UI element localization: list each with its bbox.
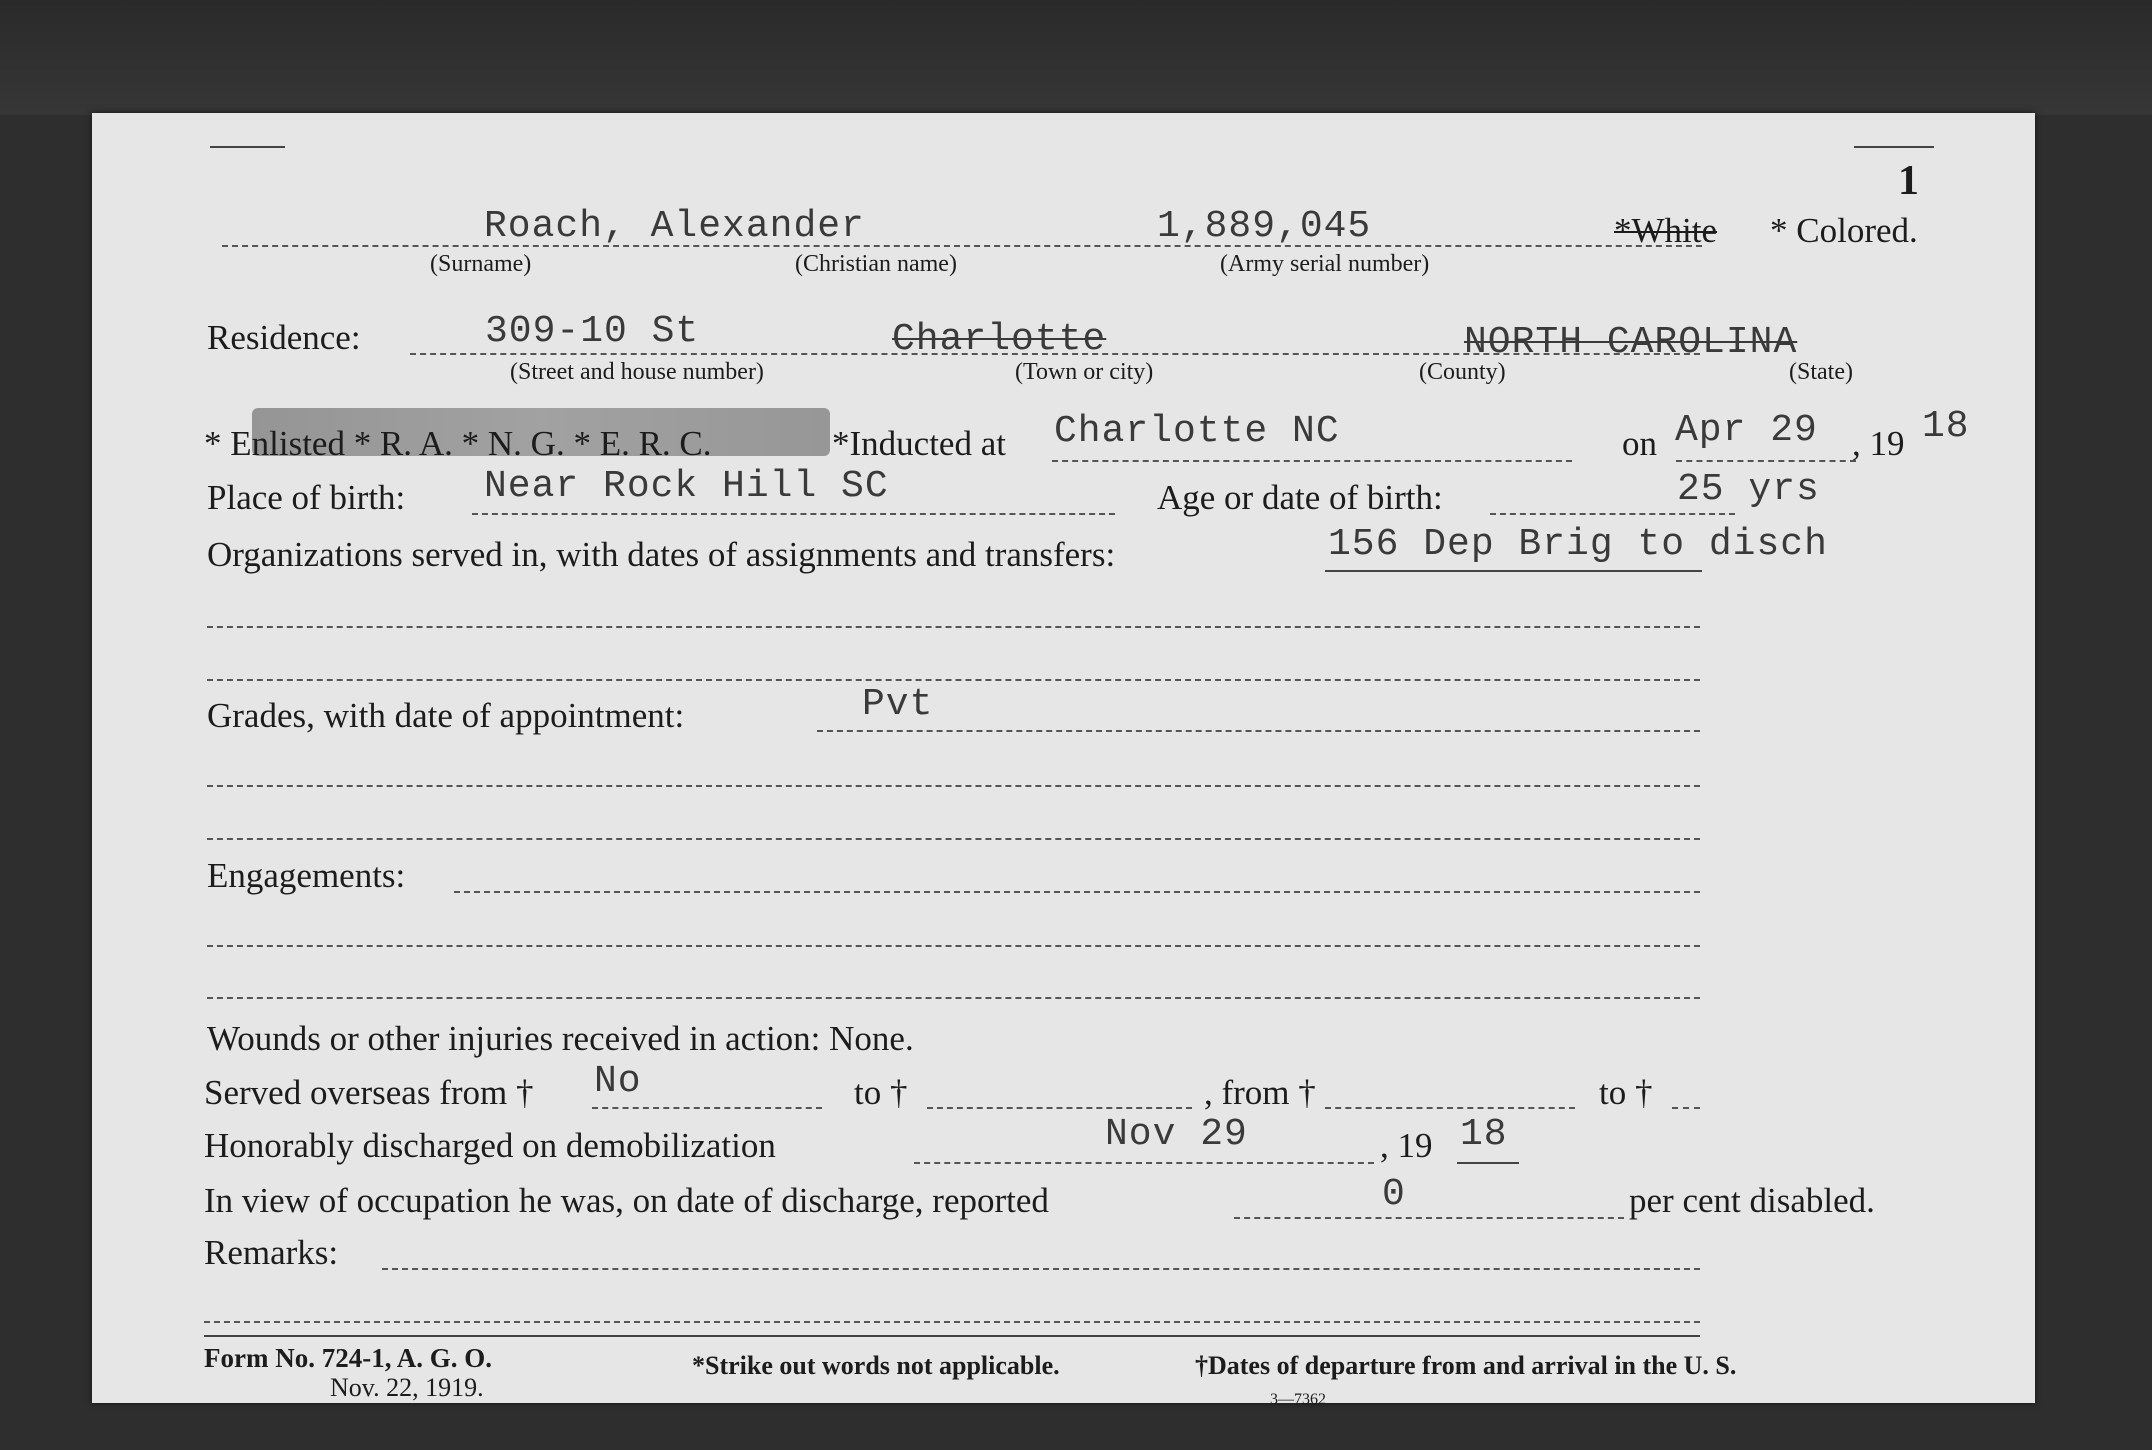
organizations-value: 156 Dep Brig to disch xyxy=(1328,523,1828,566)
overseas-to-line xyxy=(927,1107,1192,1109)
organizations-line-3 xyxy=(207,679,1700,681)
overseas-to-label: to † xyxy=(854,1073,908,1112)
serial-value: 1,889,045 xyxy=(1157,205,1372,248)
discharge-date-line xyxy=(914,1162,1374,1164)
wounds-label: Wounds or other injuries received in action: None. xyxy=(207,1019,914,1058)
grades-line-2 xyxy=(207,785,1700,787)
name-line xyxy=(222,245,1702,247)
engagements-line-2 xyxy=(207,945,1700,947)
grades-line-1 xyxy=(817,730,1700,732)
dates-note: †Dates of departure from and arrival in the U. S. xyxy=(1195,1351,1737,1380)
disability-line xyxy=(1234,1217,1624,1219)
overseas-from2-line xyxy=(1325,1107,1575,1109)
disability-label: In view of occupation he was, on date of discharge, reported xyxy=(204,1181,1049,1220)
white-option: *White xyxy=(1614,211,1718,250)
overseas-to2-line xyxy=(1672,1107,1700,1109)
birthplace-value: Near Rock Hill SC xyxy=(484,465,889,508)
corner-rule-left xyxy=(210,146,285,148)
overseas-from-value: No xyxy=(594,1060,642,1103)
remarks-line-1 xyxy=(382,1268,1700,1270)
grades-value: Pvt xyxy=(862,683,934,726)
town-value: Charlotte xyxy=(892,318,1107,361)
state-value: NORTH CAROLINA xyxy=(1464,321,1798,364)
state-caption: (State) xyxy=(1789,359,1853,385)
enlistment-options: * Enlisted * R. A. * N. G. * E. R. C. xyxy=(204,424,712,463)
engagements-line-1 xyxy=(454,891,1700,893)
card-number: 1 xyxy=(1898,158,1919,204)
corner-rule-right xyxy=(1854,146,1934,148)
induction-century-label: , 19 xyxy=(1852,424,1905,463)
dark-background xyxy=(0,0,2152,115)
grades-line-3 xyxy=(207,838,1700,840)
discharge-century-label: , 19 xyxy=(1380,1126,1433,1165)
inducted-at-line xyxy=(1052,460,1572,462)
disability-suffix: per cent disabled. xyxy=(1629,1181,1875,1220)
engagements-line-3 xyxy=(207,997,1700,999)
organizations-label: Organizations served in, with dates of assignments and transfers: xyxy=(207,535,1116,574)
on-label: on xyxy=(1622,424,1657,463)
serial-caption: (Army serial number) xyxy=(1220,251,1430,277)
discharge-year-value: 18 xyxy=(1460,1113,1508,1156)
christian-name-caption: (Christian name) xyxy=(795,251,957,277)
induction-date-value: Apr 29 xyxy=(1675,409,1818,452)
induction-year-value: 18 xyxy=(1922,405,1970,448)
organizations-line-1 xyxy=(1325,570,1702,572)
strike-out-note: *Strike out words not applicable. xyxy=(692,1351,1060,1380)
birthplace-label: Place of birth: xyxy=(207,478,406,517)
overseas-to2-label: to † xyxy=(1599,1073,1653,1112)
surname-caption: (Surname) xyxy=(430,251,532,277)
town-caption: (Town or city) xyxy=(1015,359,1154,385)
discharge-label: Honorably discharged on demobilization xyxy=(204,1126,776,1165)
colored-option: * Colored. xyxy=(1770,211,1918,250)
remarks-label: Remarks: xyxy=(204,1233,339,1272)
inducted-at-label: *Inducted at xyxy=(832,424,1006,463)
service-record-card xyxy=(92,113,2035,1408)
footer-rule xyxy=(204,1335,1700,1337)
disability-value: 0 xyxy=(1382,1173,1406,1216)
name-value: Roach, Alexander xyxy=(484,205,865,248)
grades-label: Grades, with date of appointment: xyxy=(207,696,685,735)
overseas-from2-label: , from † xyxy=(1204,1073,1316,1112)
form-number: Form No. 724-1, A. G. O. xyxy=(204,1343,492,1373)
county-caption: (County) xyxy=(1419,359,1506,385)
age-line xyxy=(1490,513,1735,515)
street-caption: (Street and house number) xyxy=(510,359,764,385)
remarks-line-2 xyxy=(204,1321,1700,1323)
organizations-line-2 xyxy=(207,626,1700,628)
engagements-label: Engagements: xyxy=(207,856,406,895)
inducted-at-value: Charlotte NC xyxy=(1054,410,1340,453)
residence-label: Residence: xyxy=(207,318,361,357)
age-value: 25 yrs xyxy=(1677,468,1820,511)
overseas-from-label: Served overseas from † xyxy=(204,1073,534,1112)
discharge-date-value: Nov 29 xyxy=(1105,1113,1248,1156)
induction-date-line xyxy=(1676,460,1856,462)
street-value: 309-10 St xyxy=(485,310,700,353)
birthplace-line xyxy=(472,513,1115,515)
print-code: 3—7362 xyxy=(1270,1391,1326,1408)
form-date: Nov. 22, 1919. xyxy=(330,1373,484,1402)
discharge-year-line xyxy=(1457,1162,1519,1164)
overseas-from-line xyxy=(592,1107,822,1109)
age-label: Age or date of birth: xyxy=(1157,478,1443,517)
